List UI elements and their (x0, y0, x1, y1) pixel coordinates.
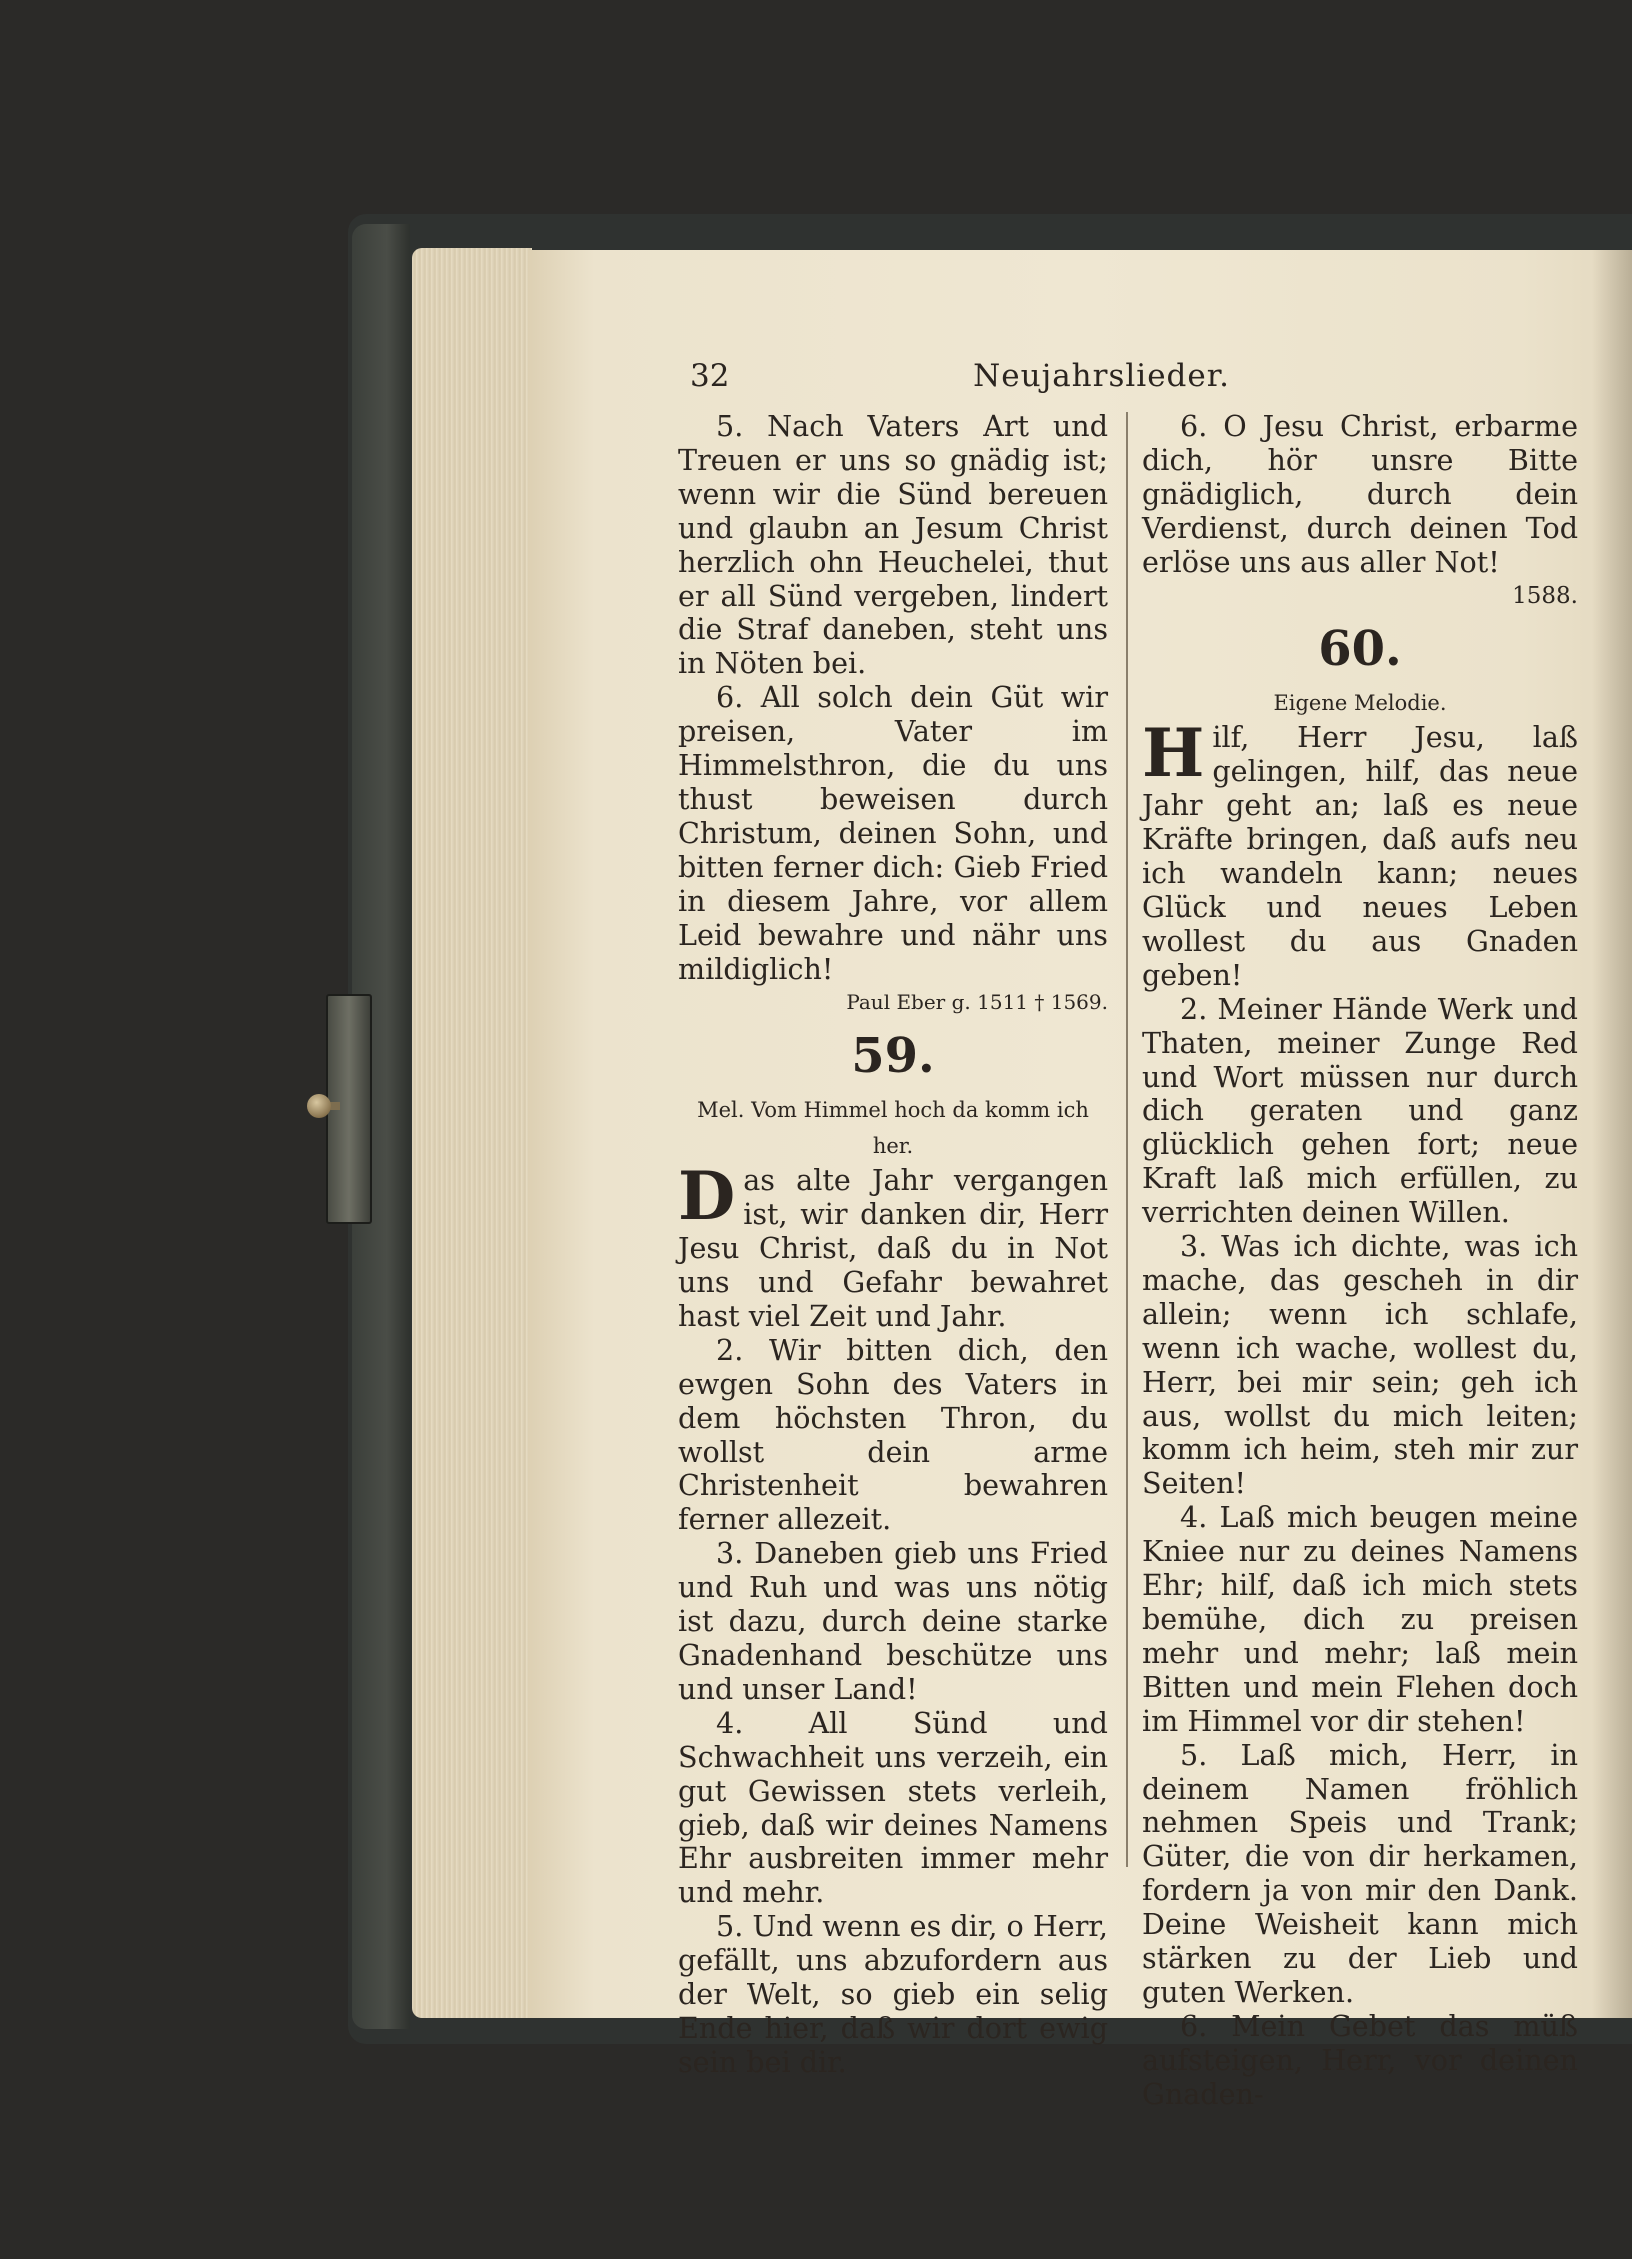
page-number: 32 (690, 358, 730, 394)
right-column (1142, 410, 1578, 2112)
hymn-59-melody: Mel. Vom Himmel hoch da komm ich her. (697, 1098, 1089, 1159)
verse-60-6: 6. Mein Gebet das müß aufsteigen, Herr, vor deinen Gnaden- (1142, 2008, 1578, 2111)
left-column (678, 410, 1108, 2080)
hymn-59-number: 59. (851, 1028, 935, 1085)
hymn-60-melody: Eigene Melodie. (1273, 691, 1447, 716)
verse-60-4: 4. Laß mich beugen meine Kniee nur zu deines Namens Ehr; hilf, daß ich mich stets bemühe, dich zu preisen mehr und mehr; laß mein Bitten und mein Flehen doch im Himmel vor dir stehen! (1142, 1500, 1578, 1738)
year-59: 1588. (1512, 582, 1578, 609)
hymn-60-number: 60. (1318, 621, 1402, 678)
hymn-59-verse-1 (678, 1157, 1108, 1334)
page-edges (412, 248, 532, 2018)
verse-58-6: 6. All solch dein Güt wir preisen, Vater im Himmelsthron, die du uns thust beweisen durch Christum, deinen Sohn, und bitten ferner dich: Gieb Fried in diesem Jahre, vor allem Leid bewahre und nähr uns mildiglich! (678, 680, 1108, 986)
drop-cap-59: D (678, 1157, 736, 1236)
page-header (690, 358, 1230, 402)
verse-59-4: 4. All Sünd und Schwachheit uns verzeih, ein gut Gewissen stets verleih, gieb, daß wir deines Namens Ehr ausbreiten immer mehr und mehr. (678, 1705, 1108, 1910)
attribution-58: Paul Eber g. 1511 † 1569. (846, 990, 1108, 1015)
hymn-60-verse-1-text: ilf, Herr Jesu, laß gelingen, hilf, das neue Jahr geht an; laß es neue Kräfte bringen, daß aufs neu ich wandeln kann; neues Glück und neues Leben wollest du aus Gnaden geben! (1142, 720, 1578, 992)
running-head: Neujahrslieder. (973, 358, 1230, 394)
column-divider (1126, 412, 1128, 1867)
hymn-60-verse-1 (1142, 714, 1578, 992)
verse-60-3: 3. Was ich dichte, was ich mache, das gescheh in dir allein; wenn ich schlafe, wenn ich wache, wollest du, Herr, bei mir sein; geh ich aus, wollst du mich leiten; komm ich heim, steh mir zur Seiten! (1142, 1229, 1578, 1501)
verse-58-5: 5. Nach Vaters Art und Treuen er uns so gnädig ist; wenn wir die Sünd bereuen und glaubn an Jesum Christ herzlich ohn Heuchelei, thut er all Sünd vergeben, lindert die Straf daneben, steht uns in Nöten bei. (678, 409, 1108, 681)
verse-59-2: 2. Wir bitten dich, den ewgen Sohn des Vaters in dem höchsten Thron, du wollst dein arme Christenheit bewahren ferner allezeit. (678, 1332, 1108, 1537)
hymn-59-verse-1-text: as alte Jahr vergangen ist, wir danken dir, Herr Jesu Christ, daß du in Not uns und Gefahr bewahret hast viel Zeit und Jahr. (678, 1163, 1108, 1333)
drop-cap-60: H (1142, 714, 1205, 793)
verse-59-6: 6. O Jesu Christ, erbarme dich, hör unsre Bitte gnädiglich, durch dein Verdienst, durch deinen Tod erlöse uns aus aller Not! (1142, 409, 1578, 579)
verse-60-2: 2. Meiner Hände Werk und Thaten, meiner Zunge Red und Wort müssen nur durch dich geraten und ganz glücklich gehen fort; neue Kraft laß mich erfüllen, zu verrichten deinen Willen. (1142, 991, 1578, 1230)
clasp-pin (307, 1094, 331, 1118)
verse-59-3: 3. Daneben gieb uns Fried und Ruh und was uns nötig ist dazu, durch deine starke Gnadenhand beschütze uns und unser Land! (678, 1536, 1108, 1706)
page-curl-shadow (1592, 250, 1632, 2018)
verse-59-5: 5. Und wenn es dir, o Herr, gefällt, uns abzufordern aus der Welt, so gieb ein selig Ende hier, daß wir dort ewig sein bei dir. (678, 1909, 1108, 2079)
verse-60-5: 5. Laß mich, Herr, in deinem Namen fröhlich nehmen Speis und Trank; Güter, die von dir herkamen, fordern ja von mir den Dank. Deine Weisheit kann mich stärken zu der Lieb und guten Werken. (1142, 1737, 1578, 2009)
